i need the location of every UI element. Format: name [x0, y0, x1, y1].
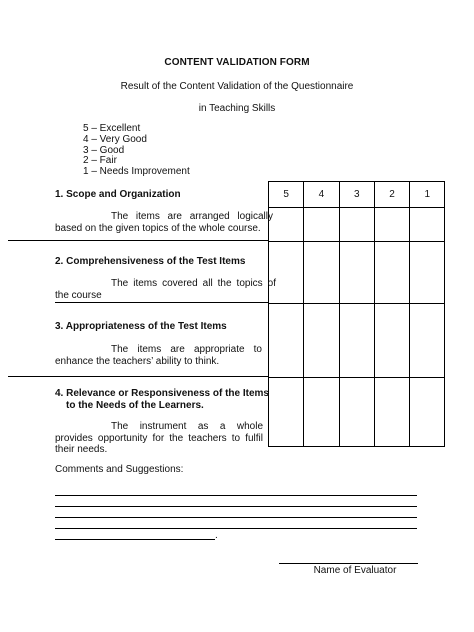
rating-row-1	[269, 208, 445, 242]
rating-cell[interactable]	[269, 208, 304, 242]
scale-item: 2 – Fair	[83, 155, 117, 167]
criterion-3-heading: 3. Appropriateness of the Test Items	[55, 321, 227, 332]
scale-item: 1 – Needs Improvement	[83, 166, 190, 178]
rating-cell[interactable]	[374, 242, 409, 304]
rating-cell[interactable]	[410, 378, 445, 447]
rating-cell[interactable]	[304, 242, 339, 304]
comment-line	[55, 506, 417, 507]
rating-cell[interactable]	[410, 242, 445, 304]
rating-row-4	[269, 378, 445, 447]
comment-line	[55, 539, 215, 540]
form-title: CONTENT VALIDATION FORM	[164, 57, 310, 68]
comment-line	[55, 528, 417, 529]
rating-cell[interactable]	[374, 304, 409, 378]
rating-header-3: 3	[339, 182, 374, 208]
rating-cell[interactable]	[374, 208, 409, 242]
rating-grid-header-row	[269, 182, 445, 208]
rating-row-3	[269, 304, 445, 378]
criterion-divider	[8, 376, 268, 377]
form-subtitle-line2: in Teaching Skills	[198, 103, 276, 114]
rating-cell[interactable]	[410, 208, 445, 242]
rating-cell[interactable]	[339, 242, 374, 304]
rating-cell[interactable]	[374, 378, 409, 447]
rating-cell[interactable]	[304, 378, 339, 447]
scale-item: 3 – Good	[83, 144, 125, 156]
criterion-1-heading: 1. Scope and Organization	[55, 189, 181, 200]
criterion-4-heading-line2: to the Needs of the Learners.	[66, 400, 204, 411]
criterion-3-description: The items are appropriate to enhance the teachers’ ability to think.	[55, 344, 262, 367]
scale-item: 4 – Very Good	[83, 133, 147, 145]
criterion-2-description: The items covered all the topics of the course	[55, 278, 276, 301]
rating-header-1: 1	[410, 182, 445, 208]
criterion-2-heading: 2. Comprehensiveness of the Test Items	[55, 256, 246, 267]
scale-item: 5 – Excellent	[83, 123, 141, 134]
comment-line	[55, 495, 417, 496]
rating-header-2: 2	[374, 182, 409, 208]
comments-end-mark: .	[215, 530, 218, 541]
rating-cell[interactable]	[339, 378, 374, 447]
criterion-divider	[8, 240, 268, 241]
rating-cell[interactable]	[410, 304, 445, 378]
rating-cell[interactable]	[269, 378, 304, 447]
rating-cell[interactable]	[339, 304, 374, 378]
form-subtitle-line1: Result of the Content Validation of the Questionnaire	[120, 81, 354, 92]
comment-line	[55, 517, 417, 518]
rating-header-5: 5	[269, 182, 304, 208]
criterion-1-description: The items are arranged logically based on the given topics of the whole course.	[55, 211, 273, 234]
rating-header-4: 4	[304, 182, 339, 208]
rating-row-2	[269, 242, 445, 304]
rating-cell[interactable]	[304, 304, 339, 378]
criterion-4-heading-line1: 4. Relevance or Responsiveness of the Items	[55, 388, 269, 399]
rating-cell[interactable]	[304, 208, 339, 242]
criterion-4-description: The instrument as a whole provides opportunity for the teachers to fulfil their needs.	[55, 421, 263, 455]
rating-cell[interactable]	[339, 208, 374, 242]
evaluator-label: Name of Evaluator	[313, 565, 397, 576]
criterion-divider	[55, 302, 268, 303]
rating-grid	[268, 181, 445, 447]
rating-cell[interactable]	[269, 304, 304, 378]
comments-label: Comments and Suggestions:	[55, 464, 184, 475]
rating-scale-legend	[83, 124, 190, 178]
evaluator-signature-line[interactable]	[279, 563, 418, 564]
